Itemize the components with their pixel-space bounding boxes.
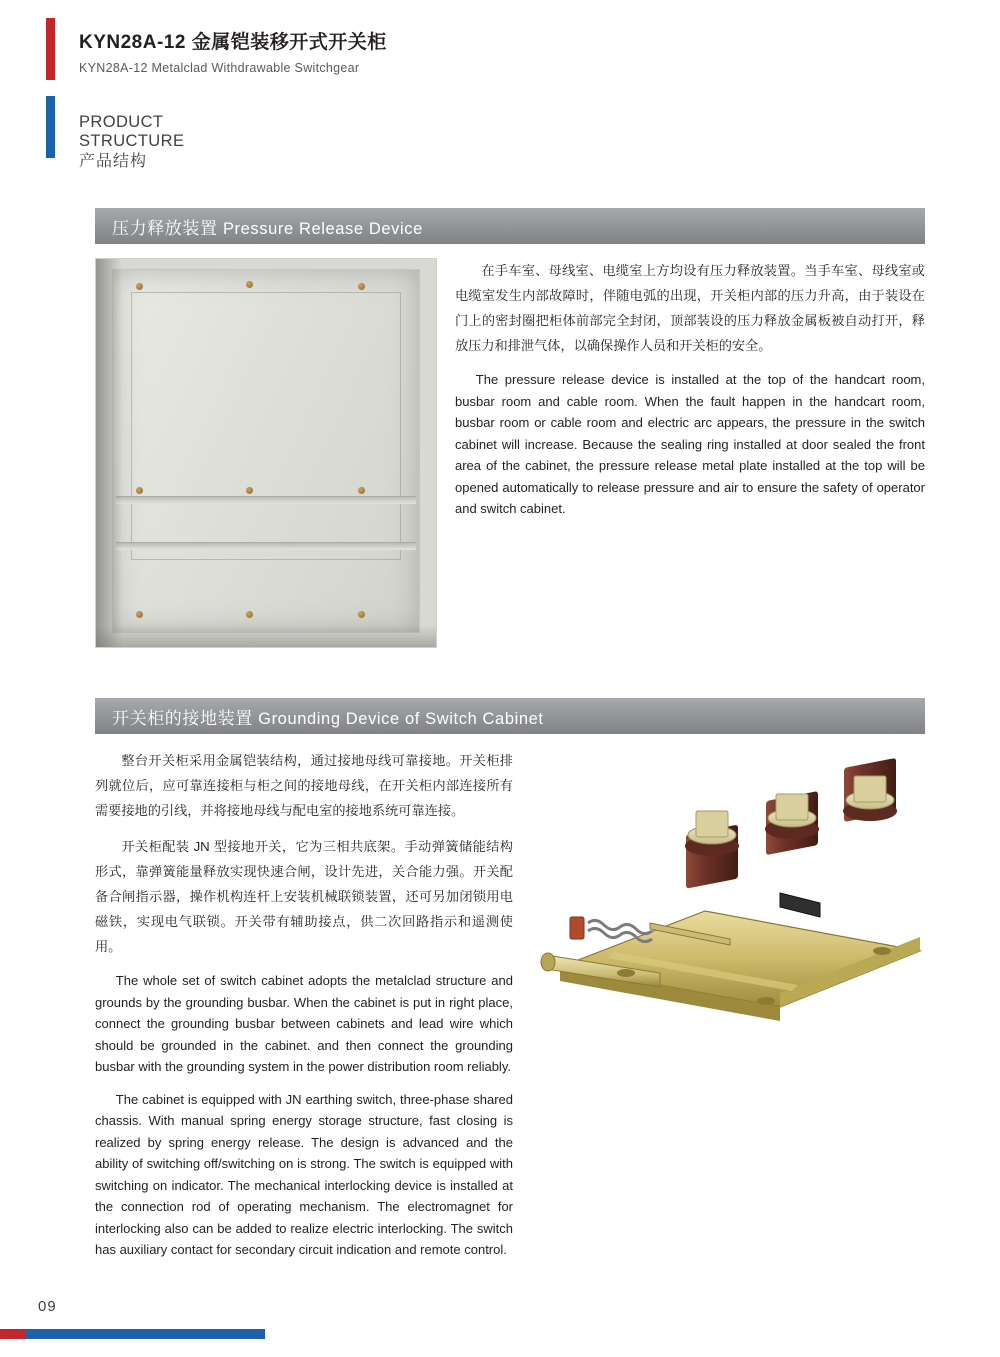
section-band-pressure-release — [95, 208, 925, 244]
terminal-block — [854, 776, 886, 802]
pressure-release-photo — [95, 258, 437, 648]
pole-assembly-3 — [843, 758, 897, 822]
pressure-release-text — [455, 258, 925, 531]
bolt-icon — [136, 283, 143, 290]
terminal-block — [776, 794, 808, 820]
footer-bar-red — [0, 1329, 26, 1339]
bolt-icon — [246, 281, 253, 288]
pressure-release-plate — [112, 269, 420, 633]
mounting-foot — [617, 969, 635, 977]
document-header — [79, 30, 779, 75]
band-title-grounding — [95, 704, 544, 729]
footer — [0, 1321, 1000, 1357]
heading-line-2: STRUCTURE — [79, 132, 185, 150]
pole-assembly-2 — [765, 791, 819, 855]
bolt-icon — [358, 611, 365, 618]
photo-shading-left — [96, 259, 122, 647]
band-title-en: Grounding Device of Switch Cabinet — [258, 709, 544, 728]
terminal-block — [696, 811, 728, 837]
footer-bar-blue — [0, 1329, 265, 1339]
paragraph-en: The pressure release device is installed at the top of the handcart room, busbar room and cable room. When the fault happen in the handcart room, busbar room or cable room and electric arc appears, the pressure in the switch cabinet will increase. Because the sealing ring installed at door sealed the front area of the cabinet, the pressure release metal plate installed at the top will be opened automatically to release pressure and air to ensure the safety of operator and switch cabinet. — [455, 372, 925, 516]
earthing-switch-photo — [530, 755, 930, 1055]
bolt-icon — [358, 283, 365, 290]
product-structure-heading — [79, 113, 184, 172]
bolt-icon — [358, 487, 365, 494]
bolt-icon — [136, 487, 143, 494]
earthing-switch-illustration — [530, 755, 930, 1055]
paragraph-cn: 在手车室、母线室、电缆室上方均设有压力释放装置。当手车室、母线室或电缆室发生内部故障时，伴随电弧的出现，开关柜内部的压力升高，由于装设在门上的密封圈把柜体前部完全封闭，顶部装设的压力释放金属板被自动打开，释放压力和排泄气体，以确保操作人员和开关柜的安全。 — [455, 263, 925, 353]
band-title-cn: 开关柜的接地装置 — [112, 708, 253, 728]
paragraph-en: The cabinet is equipped with JN earthing switch, three-phase shared chassis. With manual spring energy storage structure, fast closing is realized by spring energy release. The design is advanced and the ability of switching off/switching on is strong. The switch is equipped with switching on indicator. The mechanical interlocking device is installed at the connection rod of operating mechanism. The electromagnet for interlocking also can be added to realize electric interlocking. The switch has auxiliary contact for secondary circuit indication and remote control. — [95, 1091, 513, 1257]
heading-line-3: 产品结构 — [79, 153, 148, 170]
paragraph-en: The whole set of switch cabinet adopts the metalclad structure and grounds by the grounding busbar. When the cabinet is put in right place, connect the grounding busbar between cabinets and lead wire which should be grounded in the cabinet. and then connect the grounding busbar with the grounding system in the power distribution room reliably. — [95, 973, 513, 1074]
band-title-cn: 压力释放装置 — [112, 218, 218, 238]
bolt-icon — [136, 611, 143, 618]
page-title-cn: KYN28A-12 金属铠装移开式开关柜 — [79, 32, 387, 53]
shaft-end-cap — [541, 953, 555, 971]
nameplate — [780, 893, 820, 917]
spring-anchor — [570, 917, 584, 939]
section-band-grounding-device — [95, 698, 925, 734]
band-title-en: Pressure Release Device — [222, 219, 423, 238]
mounting-foot — [873, 947, 891, 955]
band-title-pressure-release — [95, 214, 423, 239]
page-title-en: KYN28A-12 Metalclad Withdrawable Switchgear — [79, 60, 360, 75]
plate-seam-upper — [116, 496, 415, 504]
photo-shading-bottom — [96, 625, 436, 647]
page-number: 09 — [38, 1298, 57, 1315]
accent-bar-red — [46, 18, 55, 80]
paragraph-cn: 整台开关柜采用金属铠装结构，通过接地母线可靠接地。开关柜排列就位后，应可靠连接柜与柜之间的接地母线，在开关柜内部连接所有需要接地的引线，并将接地母线与配电室的接地系统可靠连接。 — [95, 753, 513, 818]
bolt-icon — [246, 487, 253, 494]
grounding-device-text — [95, 748, 513, 1272]
paragraph-cn: 开关柜配装 JN 型接地开关，它为三相共底架。手动弹簧储能结构形式，靠弹簧能量释放实现快速合闸，设计先进，关合能力强。开关配备合闸指示器，操作机构连杆上安装机械联锁装置，还可另加闭锁用电磁铁，实现电气联锁。开关带有辅助接点，供二次回路指示和遥测使用。 — [95, 839, 513, 954]
plate-seam-lower — [116, 542, 415, 550]
heading-line-1: PRODUCT — [79, 113, 164, 131]
mounting-foot — [757, 997, 775, 1005]
accent-bar-blue — [46, 96, 55, 158]
bolt-icon — [246, 611, 253, 618]
pole-assembly-1 — [685, 811, 739, 889]
